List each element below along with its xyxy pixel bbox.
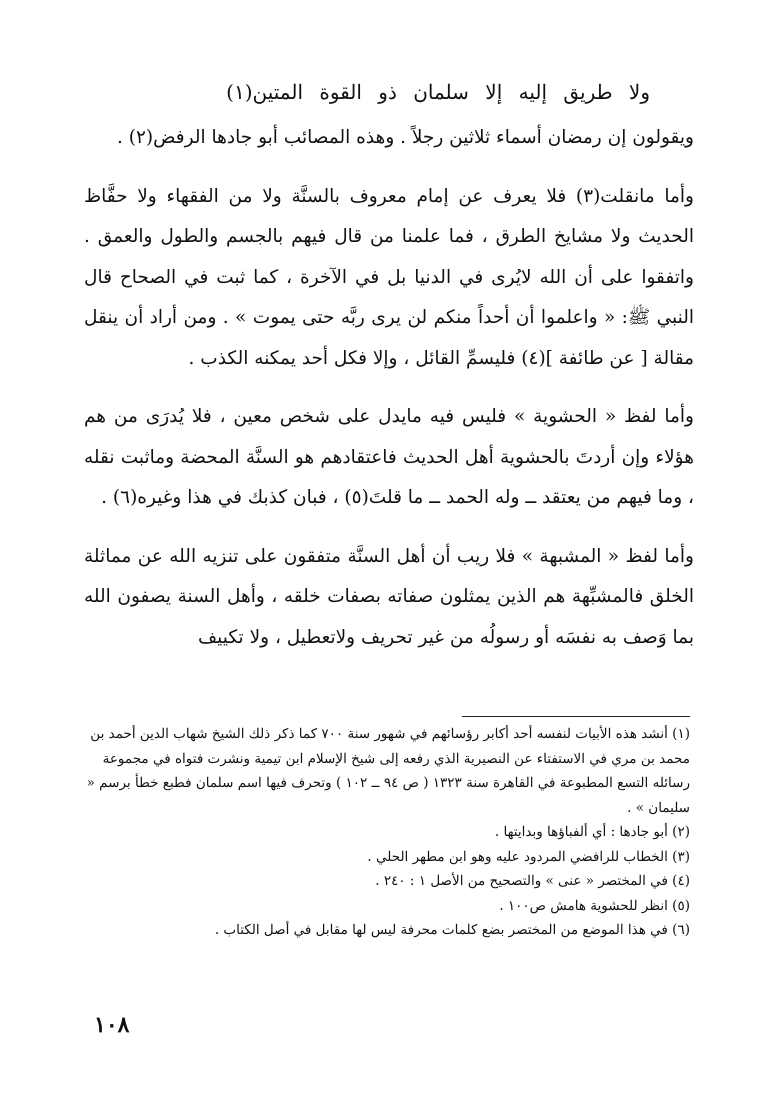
page-number: ١٠٨ (94, 1012, 130, 1038)
paragraph-1: ويقولون إن رمضان أسماء ثلاثين رجلاً . وهذه المصائب أبو جادها الرفض(٢) . (116, 127, 694, 148)
main-text (84, 70, 694, 676)
footnote-5: (٥) انظر للحشوية هامش ص١٠٠ . (499, 897, 690, 914)
footnotes (86, 722, 690, 943)
footnote-2: (٢) أبو جادها : أي ألفباؤها وبدايتها . (494, 824, 690, 840)
footnote-4: (٤) في المختصر « عنى » والتصحيح من الأصل ١ : ٢٤٠ . (375, 873, 690, 889)
footnote-1: (١) أنشد هذه الأبيات لنفسه أحد أكابر رؤسائهم في شهور سنة ٧٠٠ كما ذكر ذلك الشيخ شهاب الدين أحمد بن محمد بن مري في الاستفتاء عن النصيرية الذي رفعه إلى شيخ الإسلام ابن تيمية ونشرت فتواه في مجموعة رسائله التسع المطبوعة في القاهرة سنة ١٣٢٣ ( ص ٩٤ ــ ١٠٢ ) وتحرف فيها اسم سلمان فطبع خطأ برسم « سليمان » . (86, 726, 690, 816)
paragraph-4: وأما لفظ « المشبهة » فلا ريب أن أهل السنَّة متفقون على تنزيه الله عن مماثلة الخلق فالمشبِّهة هم الذين يمثلون صفاته بصفات خلقه ، وأهل السنة يصفون الله بما وَصف به نفسَه أو رسولُه من غير تحريف ولاتعطيل ، ولا تكييف (84, 545, 694, 648)
paragraph-3: وأما لفظ « الحشوية » فليس فيه مايدل على شخص معين ، فلا يُدرَى من هم هؤلاء وإن أردتَ بالحشوية أهل الحديث فاعتقادهم هو السنَّة المحضة وماثبت نقله ، وما فيهم من يعتقد ــ وله الحمد ــ ما قلتَ(٥) ، فبان كذبك في هذا وغيره(٦) . (84, 406, 694, 508)
footnote-6: (٦) في هذا الموضع من المختصر بضع كلمات محرفة ليس لها مقابل في أصل الكتاب . (214, 922, 690, 938)
poem-verse: ولا طريق إليه إلا سلمان ذو القوة المتين(١) (226, 80, 650, 104)
footnote-separator (462, 716, 690, 717)
paragraph-2: وأما مانقلت(٣) فلا يعرف عن إمام معروف بالسنَّة ولا من الفقهاء ولا حفَّاظ الحديث ولا مشايخ الطرق ، فما علمنا من قال فيهم بالجسم والطول والعمق . واتفقوا على أن الله لايُرى في الدنيا بل في الآخرة ، كما ثبت في الصحاح قال النبي ﷺ: « واعلموا أن أحداً منكم لن يرى ربَّه حتى يموت » . ومن أراد أن ينقل مقالة [ عن طائفة ](٤) فليسمِّ القائل ، وإلا فكل أحد يمكنه الكذب . (84, 185, 695, 369)
footnote-3: (٣) الخطاب للرافضي المردود عليه وهو ابن مطهر الحلي . (367, 848, 690, 865)
